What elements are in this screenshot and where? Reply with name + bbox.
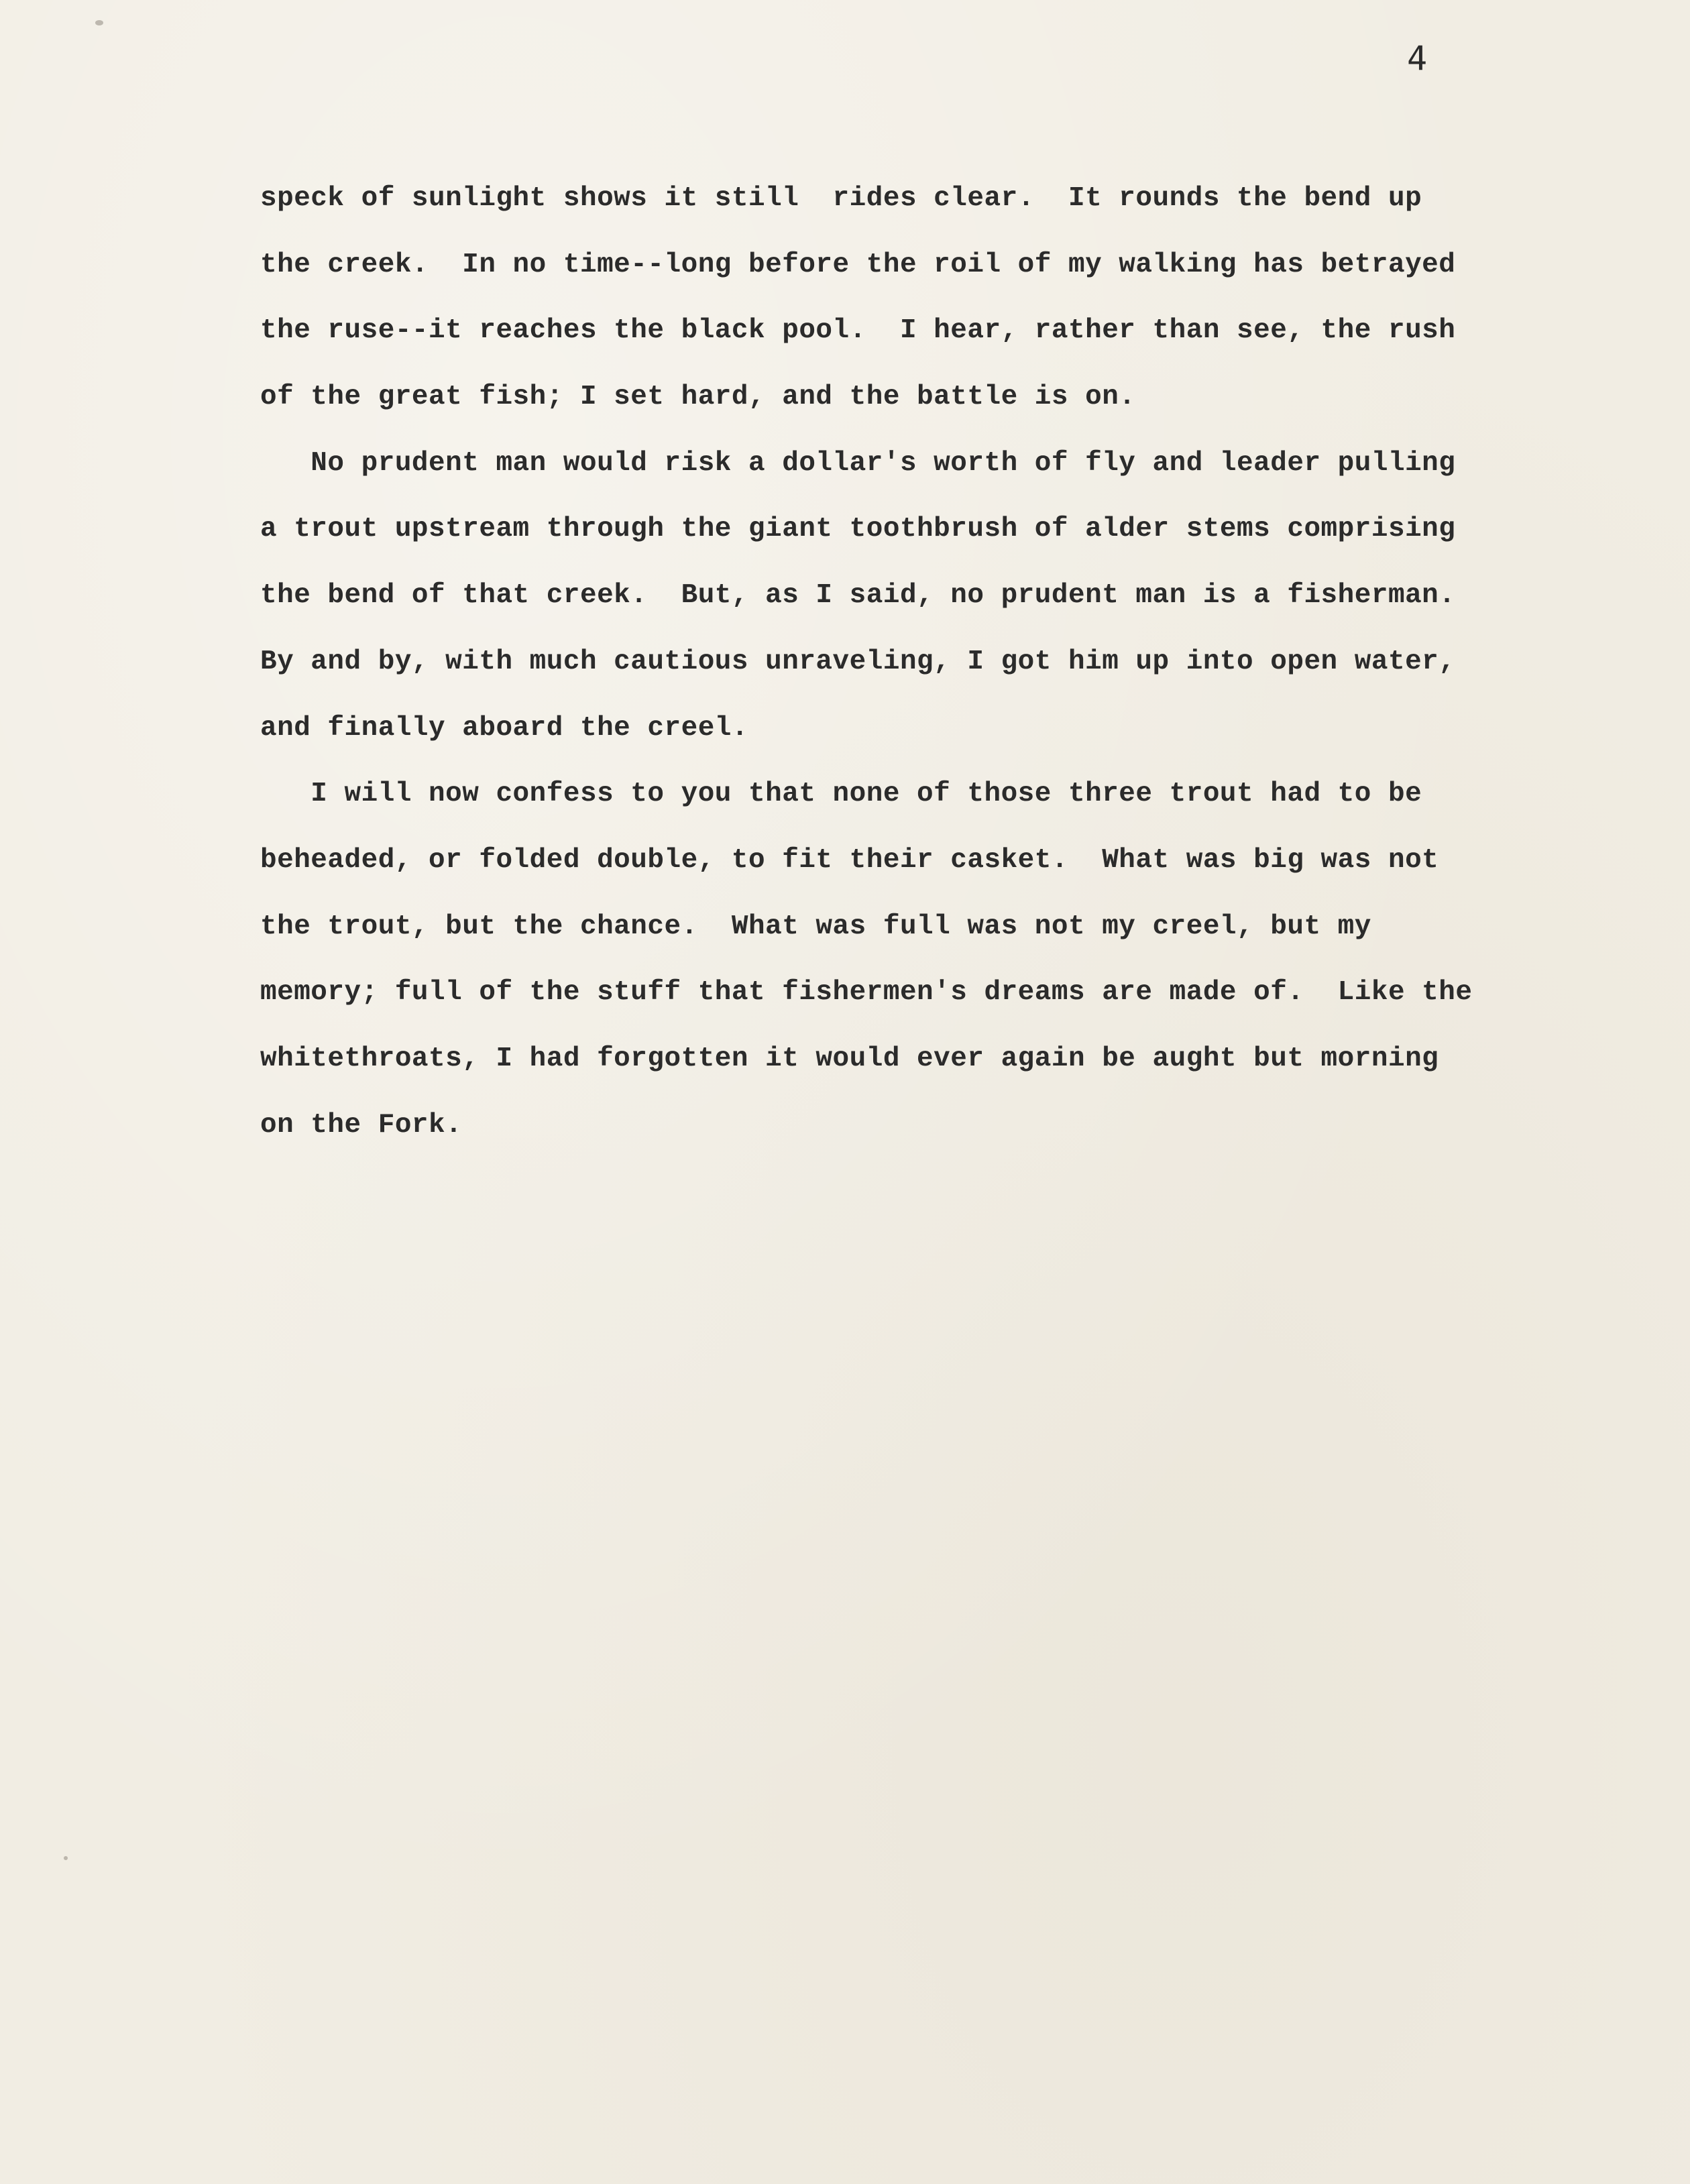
text-line: the creek. In no time--long before the roil of my walking has betrayed (260, 249, 1456, 280)
typewritten-body (260, 178, 1521, 1171)
ink-speck (95, 20, 103, 25)
text-line: No prudent man would risk a dollar's worth of fly and leader pulling (260, 447, 1456, 479)
text-line: beheaded, or folded double, to fit their casket. What was big was not (260, 844, 1439, 876)
text-line: the bend of that creek. But, as I said, no prudent man is a fisherman. (260, 580, 1456, 612)
text-line: the ruse--it reaches the black pool. I hear, rather than see, the rush (260, 315, 1456, 347)
text-line: speck of sunlight shows it still rides clear. It rounds the bend up (260, 183, 1422, 214)
paragraph (260, 443, 1521, 774)
text-line: of the great fish; I set hard, and the battle is on. (260, 382, 1136, 413)
text-line: By and by, with much cautious unraveling, I got him up into open water, (260, 646, 1456, 677)
text-line: whitethroats, I had forgotten it would ever again be aught but morning (260, 1043, 1439, 1074)
text-line: memory; full of the stuff that fishermen's dreams are made of. Like the (260, 977, 1473, 1009)
text-line: I will now confess to you that none of those three trout had to be (260, 779, 1422, 810)
paragraph (260, 178, 1521, 443)
text-line: a trout upstream through the giant toothbrush of alder stems comprising (260, 514, 1456, 545)
paragraph (260, 774, 1521, 1171)
text-line: the trout, but the chance. What was full was not my creel, but my (260, 911, 1371, 942)
text-line: on the Fork. (260, 1109, 463, 1141)
ink-speck (64, 1856, 68, 1860)
text-line: and finally aboard the creel. (260, 712, 749, 744)
page-number: 4 (1407, 39, 1428, 78)
